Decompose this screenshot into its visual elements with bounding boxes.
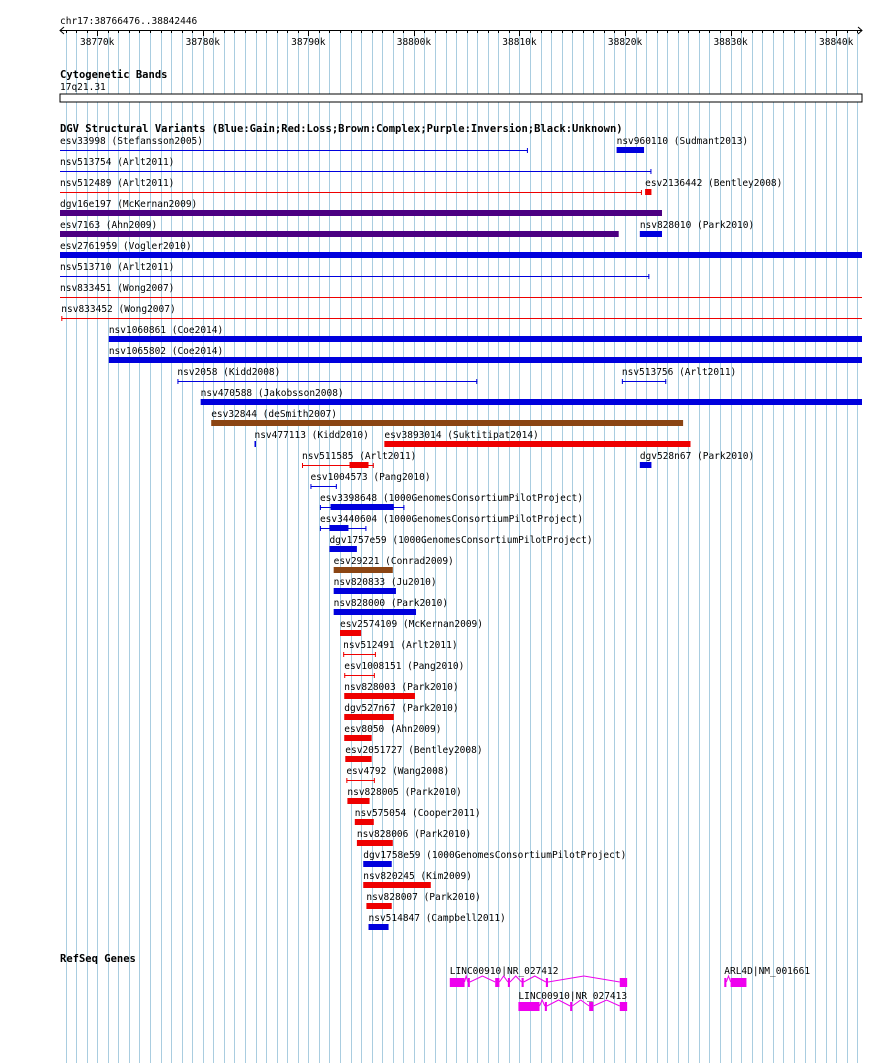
dgv-feature-bar bbox=[334, 567, 393, 573]
refseq-track-title: RefSeq Genes bbox=[60, 953, 136, 965]
dgv-feature-label: esv3440604 (1000GenomesConsortiumPilotProject) bbox=[319, 514, 584, 525]
cytoband-bar[interactable] bbox=[60, 94, 862, 102]
dgv-feature-label: nsv1060861 (Coe2014) bbox=[108, 325, 224, 336]
refseq-gene[interactable] bbox=[450, 966, 627, 987]
refseq-exon bbox=[450, 978, 465, 987]
dgv-feature-bar bbox=[369, 924, 389, 930]
dgv-feature-label: dgv528n67 (Park2010) bbox=[639, 451, 755, 462]
dgv-feature[interactable] bbox=[369, 913, 506, 930]
dgv-feature-bar bbox=[344, 693, 415, 699]
dgv-feature-label: dgv16e197 (McKernan2009) bbox=[60, 199, 198, 210]
ruler-tick-label: 38790k bbox=[291, 37, 326, 48]
dgv-feature[interactable] bbox=[60, 178, 642, 195]
dgv-feature-label: nsv820245 (Kim2009) bbox=[363, 871, 472, 882]
dgv-feature[interactable] bbox=[334, 598, 448, 615]
dgv-feature-label: nsv513710 (Arlt2011) bbox=[60, 262, 175, 273]
dgv-feature-bar bbox=[344, 714, 394, 720]
refseq-gene[interactable] bbox=[724, 966, 810, 987]
dgv-feature-bar bbox=[60, 231, 619, 237]
dgv-feature[interactable] bbox=[344, 724, 441, 741]
dgv-feature[interactable] bbox=[346, 766, 449, 783]
dgv-feature-label: nsv513754 (Arlt2011) bbox=[60, 157, 175, 168]
refseq-exon bbox=[589, 1002, 593, 1011]
dgv-feature-bar bbox=[109, 336, 862, 342]
dgv-feature-label: nsv828000 (Park2010) bbox=[333, 598, 449, 609]
dgv-feature-bar bbox=[340, 630, 361, 636]
dgv-feature-label: nsv833452 (Wong2007) bbox=[61, 304, 176, 315]
dgv-feature[interactable] bbox=[320, 514, 583, 531]
dgv-feature-label: esv2761959 (Vogler2010) bbox=[60, 241, 192, 252]
dgv-feature-bar bbox=[617, 147, 644, 153]
dgv-feature-bar bbox=[211, 420, 683, 426]
dgv-feature-bar bbox=[645, 189, 651, 195]
cytoband-track-title: Cytogenetic Bands bbox=[60, 69, 168, 81]
refseq-exon bbox=[620, 978, 627, 987]
dgv-feature-bar bbox=[357, 840, 393, 846]
dgv-feature[interactable] bbox=[329, 535, 592, 552]
location-label: chr17:38766476..38842446 bbox=[60, 16, 198, 27]
dgv-feature-label: esv2136442 (Bentley2008) bbox=[645, 178, 783, 189]
dgv-feature-label: esv2574109 (McKernan2009) bbox=[340, 619, 484, 630]
dgv-feature-bar bbox=[334, 588, 396, 594]
dgv-feature[interactable] bbox=[320, 493, 583, 510]
dgv-feature[interactable] bbox=[355, 808, 481, 825]
refseq-exon bbox=[546, 978, 548, 987]
dgv-feature-label: nsv575054 (Cooper2011) bbox=[354, 808, 481, 819]
dgv-feature[interactable] bbox=[344, 682, 458, 699]
dgv-feature-bar bbox=[366, 903, 391, 909]
dgv-feature[interactable] bbox=[109, 346, 862, 363]
refseq-gene-label: LINC00910|NR_027412 bbox=[449, 966, 559, 977]
dgv-feature[interactable] bbox=[363, 871, 472, 888]
dgv-feature-bar bbox=[344, 735, 371, 741]
dgv-feature-label: nsv960110 (Sudmant2013) bbox=[616, 136, 749, 147]
dgv-feature-label: esv3893014 (Suktitipat2014) bbox=[384, 430, 539, 441]
refseq-exon bbox=[468, 978, 470, 987]
dgv-feature-label: dgv1758e59 (1000GenomesConsortiumPilotProject) bbox=[363, 850, 627, 861]
dgv-feature-label: esv29221 (Conrad2009) bbox=[333, 556, 454, 567]
dgv-feature[interactable] bbox=[622, 367, 736, 384]
dgv-feature-label: nsv512491 (Arlt2011) bbox=[343, 640, 458, 651]
refseq-exon bbox=[495, 978, 499, 987]
dgv-feature-bar bbox=[355, 819, 374, 825]
dgv-feature[interactable] bbox=[310, 472, 430, 489]
dgv-feature[interactable] bbox=[343, 640, 457, 657]
ruler-tick-label: 38780k bbox=[185, 37, 220, 48]
dgv-feature-bar bbox=[640, 462, 652, 468]
dgv-feature-bar bbox=[254, 441, 256, 447]
dgv-feature[interactable] bbox=[645, 178, 782, 195]
refseq-gene-label: ARL4D|NM_001661 bbox=[724, 966, 811, 977]
dgv-feature-label: nsv828006 (Park2010) bbox=[356, 829, 472, 840]
dgv-feature-label: nsv2058 (Kidd2008) bbox=[177, 367, 281, 378]
dgv-feature[interactable] bbox=[617, 136, 749, 153]
dgv-track-title: DGV Structural Variants (Blue:Gain;Red:Loss;Brown:Complex;Purple:Inversion;Black:Unknown) bbox=[60, 123, 623, 135]
dgv-feature-label: esv32844 (deSmith2007) bbox=[211, 409, 338, 420]
dgv-feature-label: nsv514847 (Campbell2011) bbox=[368, 913, 506, 924]
dgv-feature[interactable] bbox=[60, 262, 649, 279]
dgv-feature-label: nsv477113 (Kidd2010) bbox=[254, 430, 369, 441]
dgv-feature-label: dgv527n67 (Park2010) bbox=[344, 703, 459, 714]
dgv-feature[interactable] bbox=[302, 451, 416, 468]
dgv-feature[interactable] bbox=[640, 451, 754, 468]
refseq-exon bbox=[570, 1002, 572, 1011]
dgv-feature-label: esv7163 (Ahn2009) bbox=[60, 220, 158, 231]
dgv-feature[interactable] bbox=[60, 136, 528, 153]
dgv-feature-label: nsv828005 (Park2010) bbox=[347, 787, 462, 798]
ruler-tick-label: 38810k bbox=[502, 37, 537, 48]
dgv-feature[interactable] bbox=[640, 220, 754, 237]
dgv-feature-bar bbox=[363, 861, 392, 867]
dgv-feature-bar bbox=[640, 231, 662, 237]
dgv-feature[interactable] bbox=[334, 577, 437, 594]
dgv-feature-label: dgv1757e59 (1000GenomesConsortiumPilotProject) bbox=[329, 535, 593, 546]
dgv-feature-label: esv4792 (Wang2008) bbox=[346, 766, 450, 777]
dgv-feature[interactable] bbox=[345, 745, 482, 762]
refseq-exon bbox=[731, 978, 747, 987]
dgv-feature[interactable] bbox=[177, 367, 477, 384]
dgv-feature[interactable] bbox=[384, 430, 690, 447]
dgv-feature-bar bbox=[347, 798, 369, 804]
dgv-feature-bar bbox=[60, 252, 862, 258]
dgv-feature[interactable] bbox=[366, 892, 480, 909]
dgv-feature[interactable] bbox=[211, 409, 683, 426]
ruler-tick-label: 38800k bbox=[396, 37, 432, 48]
dgv-feature-core-bar bbox=[329, 525, 348, 531]
dgv-feature-label: nsv820833 (Ju2010) bbox=[333, 577, 437, 588]
dgv-feature[interactable] bbox=[344, 703, 458, 720]
dgv-feature-label: nsv828003 (Park2010) bbox=[344, 682, 459, 693]
cytoband-label: 17q21.31 bbox=[60, 82, 106, 93]
dgv-feature-label: esv8050 (Ahn2009) bbox=[344, 724, 442, 735]
dgv-feature-label: esv33998 (Stefansson2005) bbox=[60, 136, 203, 147]
dgv-feature-label: nsv511585 (Arlt2011) bbox=[302, 451, 417, 462]
refseq-exon bbox=[518, 1002, 539, 1011]
dgv-feature-bar bbox=[201, 399, 862, 405]
refseq-exon bbox=[508, 978, 510, 987]
dgv-feature-bar bbox=[384, 441, 690, 447]
refseq-exon bbox=[522, 978, 524, 987]
dgv-feature-label: nsv470588 (Jakobsson2008) bbox=[200, 388, 344, 399]
ruler-tick-label: 38820k bbox=[607, 37, 643, 48]
dgv-feature-label: esv3398648 (1000GenomesConsortiumPilotProject) bbox=[319, 493, 584, 504]
dgv-feature-label: esv2051727 (Bentley2008) bbox=[345, 745, 483, 756]
refseq-gene-label: LINC00910|NR_027413 bbox=[518, 991, 628, 1002]
dgv-feature-bar bbox=[345, 756, 371, 762]
dgv-feature-label: esv1008151 (Pang2010) bbox=[344, 661, 465, 672]
dgv-feature-bar bbox=[109, 357, 862, 363]
dgv-feature-label: nsv833451 (Wong2007) bbox=[60, 283, 175, 294]
refseq-track bbox=[450, 966, 811, 1011]
dgv-feature-core-bar bbox=[350, 462, 369, 468]
dgv-feature[interactable] bbox=[109, 325, 862, 342]
dgv-feature-bar bbox=[60, 210, 662, 216]
dgv-feature-label: esv1004573 (Pang2010) bbox=[310, 472, 431, 483]
dgv-feature-label: nsv828007 (Park2010) bbox=[366, 892, 481, 903]
dgv-feature-label: nsv1065802 (Coe2014) bbox=[108, 346, 224, 357]
dgv-feature-label: nsv512489 (Arlt2011) bbox=[60, 178, 175, 189]
refseq-exon bbox=[545, 1002, 547, 1011]
ruler bbox=[60, 27, 862, 48]
dgv-feature[interactable] bbox=[363, 850, 626, 867]
dgv-feature-bar bbox=[329, 546, 356, 552]
ruler-tick-label: 38830k bbox=[713, 37, 748, 48]
ruler-tick-label: 38770k bbox=[80, 37, 115, 48]
dgv-feature-core-bar bbox=[331, 504, 394, 510]
ruler-tick-label: 38840k bbox=[819, 37, 854, 48]
dgv-feature-bar bbox=[334, 609, 416, 615]
dgv-feature[interactable] bbox=[347, 787, 461, 804]
dgv-feature[interactable] bbox=[60, 199, 662, 216]
dgv-feature-label: nsv828010 (Park2010) bbox=[639, 220, 755, 231]
refseq-exon bbox=[620, 1002, 627, 1011]
dgv-feature[interactable] bbox=[60, 220, 619, 237]
refseq-exon bbox=[724, 978, 726, 987]
dgv-feature-bar bbox=[363, 882, 431, 888]
dgv-feature-label: nsv513756 (Arlt2011) bbox=[621, 367, 737, 378]
